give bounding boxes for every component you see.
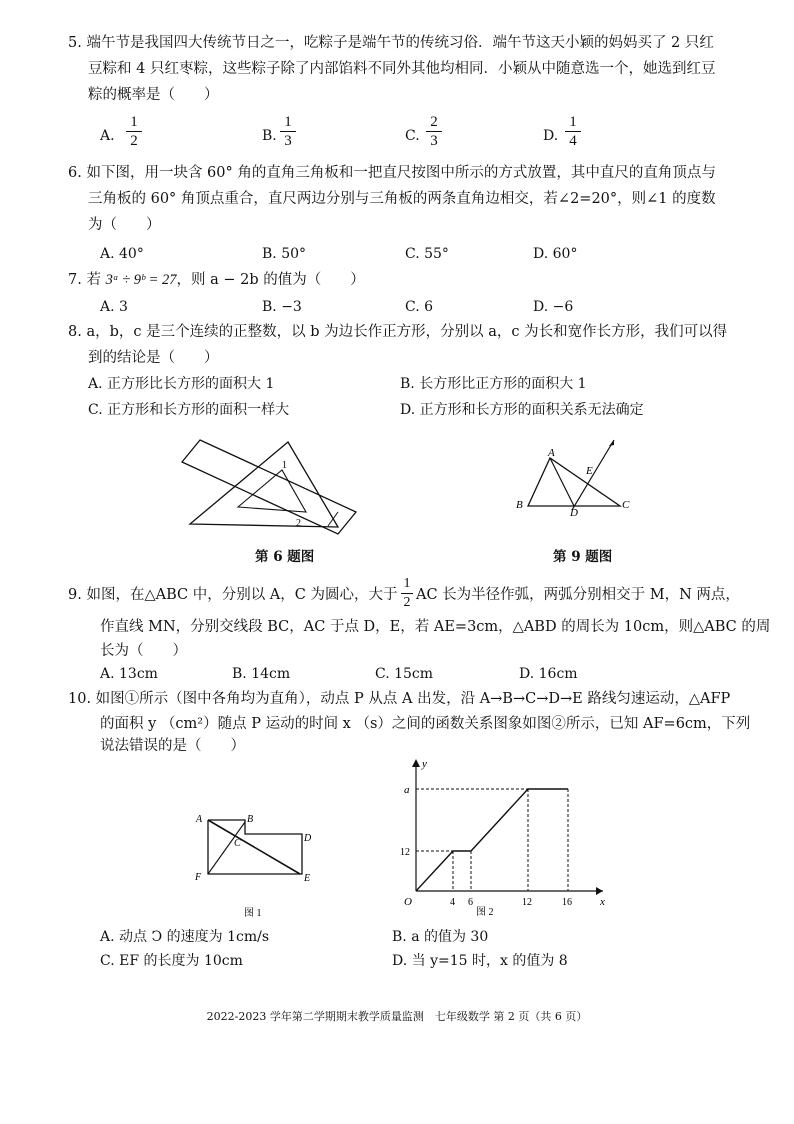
fig10-2-y-label: y <box>422 758 427 770</box>
fig10-1-label-d: D <box>304 833 312 844</box>
q5-option-b-label: B. <box>262 128 277 144</box>
q9-option-a: A. 13cm <box>100 666 158 682</box>
q10-figure-2 <box>398 755 618 925</box>
q8-option-b: B. 长方形比正方形的面积大 1 <box>400 376 587 392</box>
q5-line2: 豆粽和 4 只红枣粽，这些粽子除了内部馅料不同外其他均相同．小颖从中随意选一个，她选到红豆 <box>88 61 716 77</box>
q5-option-d-fraction: 1 4 <box>565 114 581 149</box>
q6-figure <box>178 432 368 542</box>
q6-line2: 三角板的 60° 角顶点重合，直尺两边分别与三角板的两条直角边相交，若∠2=20°，则∠1 的度数 <box>88 191 716 207</box>
fig10-1-label-e: E <box>304 873 311 884</box>
q8-option-d: D. 正方形和长方形的面积关系无法确定 <box>400 402 644 418</box>
fig10-2-tick-12: 12 <box>400 847 410 858</box>
q7-line <box>68 271 365 289</box>
q7-option-a: A. 3 <box>100 299 128 315</box>
ruler <box>182 440 356 534</box>
fig10-2-xtick-16: 16 <box>562 897 572 908</box>
q9-option-c: C. 15cm <box>375 666 434 682</box>
q7-expression: 3ᵃ ÷ 9ᵇ = 27 <box>105 272 177 288</box>
q8-option-c: C. 正方形和长方形的面积一样大 <box>88 402 290 418</box>
q9-option-d: D. 16cm <box>519 666 578 682</box>
q7-option-d: D. −6 <box>533 299 574 315</box>
q5-option-a-label: A. <box>100 128 115 144</box>
q8-line2: 到的结论是（ ） <box>88 350 219 366</box>
q9-figure <box>510 438 640 518</box>
fig9-label-e: E <box>586 465 593 477</box>
fig10-1-label-c: C <box>234 838 241 849</box>
fig9-label-a: A <box>548 447 555 459</box>
q10-option-b: B. a 的值为 30 <box>392 929 489 945</box>
q10-line3: 说法错误的是（ ） <box>100 738 245 754</box>
q6-option-b: B. 50° <box>262 246 307 262</box>
fig9-label-b: B <box>516 499 523 511</box>
q7-prefix: 7. 若 <box>68 272 106 288</box>
q10-line2: 的面积 y （cm²）随点 P 运动的时间 x （s）之间的函数关系图象如图②所示，已知 AF=6cm，下列 <box>100 716 751 732</box>
q7-option-c: C. 6 <box>405 299 434 315</box>
q9-line1a: 9. 如图，在△ABC 中，分别以 A，C 为圆心，大于 <box>68 587 398 603</box>
page-footer: 2022-2023 学年第二学期期末教学质量监测 七年级数学 第 2 页（共 6 页） <box>206 1010 588 1023</box>
q5-option-d-label: D. <box>543 128 559 144</box>
fig10-2-xtick-4: 4 <box>450 897 455 908</box>
q10-line1: 10. 如图①所示（图中各角均为直角），动点 P 从点 A 出发，沿 A→B→C→D→E 路线匀速运动，△AFP <box>68 691 731 707</box>
q5-option-a-fraction: 1 2 <box>126 114 142 149</box>
fig10-2-xtick-6: 6 <box>468 897 473 908</box>
fig10-2-x-label: x <box>600 896 605 908</box>
q5-line1: 5. 端午节是我国四大传统节日之一，吃粽子是端午节的传统习俗．端午节这天小颖的妈妈买了 2 只红 <box>68 35 714 51</box>
fig9-label-c: C <box>622 499 630 511</box>
q10-option-a: A. 动点 Ↄ 的速度为 1cm/s <box>100 929 269 945</box>
q9-line1b: AC 长为半径作弧，两弧分别相交于 M，N 两点， <box>416 587 740 603</box>
q10-option-c: C. EF 的长度为 10cm <box>100 953 243 969</box>
q6-option-c: C. 55° <box>405 246 449 262</box>
fig10-2-origin: O <box>404 896 412 908</box>
q5-line3: 粽的概率是（ ） <box>88 87 219 103</box>
q10-option-d: D. 当 y=15 时，x 的值为 8 <box>392 953 568 969</box>
fig6-label-1: 1 <box>282 460 287 471</box>
q8-line1: 8. a，b，c 是三个连续的正整数，以 b 为边长作正方形，分别以 a，c 为长和宽作长方形，我们可以得 <box>68 324 728 340</box>
q8-option-a: A. 正方形比长方形的面积大 1 <box>88 376 275 392</box>
fig10-1-label-f: F <box>195 872 202 883</box>
q7-option-b: B. −3 <box>262 299 302 315</box>
q6-option-a: A. 40° <box>100 246 144 262</box>
q5-option-c-label: C. <box>405 128 420 144</box>
q9-line2: 作直线 MN，分别交线段 BC，AC 于点 D，E，若 AE=3cm，△ABD 的周长为 10cm，则△ABC 的周 <box>100 619 771 635</box>
q7-suffix: ，则 a − 2b 的值为（ ） <box>176 272 365 288</box>
fig6-label-2: 2 <box>296 518 301 529</box>
fig9-caption: 第 9 题图 <box>553 549 613 565</box>
q5-option-b-fraction: 1 3 <box>280 114 296 149</box>
fig10-1-caption: 图 1 <box>244 908 262 919</box>
q5-option-c-fraction: 2 3 <box>426 114 442 149</box>
q6-option-d: D. 60° <box>533 246 578 262</box>
fig6-caption: 第 6 题图 <box>255 549 315 565</box>
q6-line3: 为（ ） <box>88 217 161 233</box>
fig10-2-caption: 图 2 <box>476 907 494 918</box>
fig10-1-label-a: A <box>196 814 203 825</box>
fig10-2-xtick-12: 12 <box>522 897 532 908</box>
graph-line <box>416 789 568 891</box>
q6-line1: 6. 如下图，用一块含 60° 角的直角三角板和一把直尺按图中所示的方式放置，其中直尺的直角顶点与 <box>68 165 716 181</box>
q9-option-b: B. 14cm <box>232 666 291 682</box>
triangle-abc <box>528 458 620 506</box>
triangle-inner <box>238 470 306 512</box>
q9-fraction: 1 2 <box>401 576 413 611</box>
fig10-2-tick-a: a <box>404 784 410 796</box>
q9-line3: 长为（ ） <box>100 643 187 659</box>
q10-figure-1 <box>190 808 325 923</box>
fig9-label-d: D <box>570 507 578 518</box>
fig10-1-label-b: B <box>247 814 254 825</box>
